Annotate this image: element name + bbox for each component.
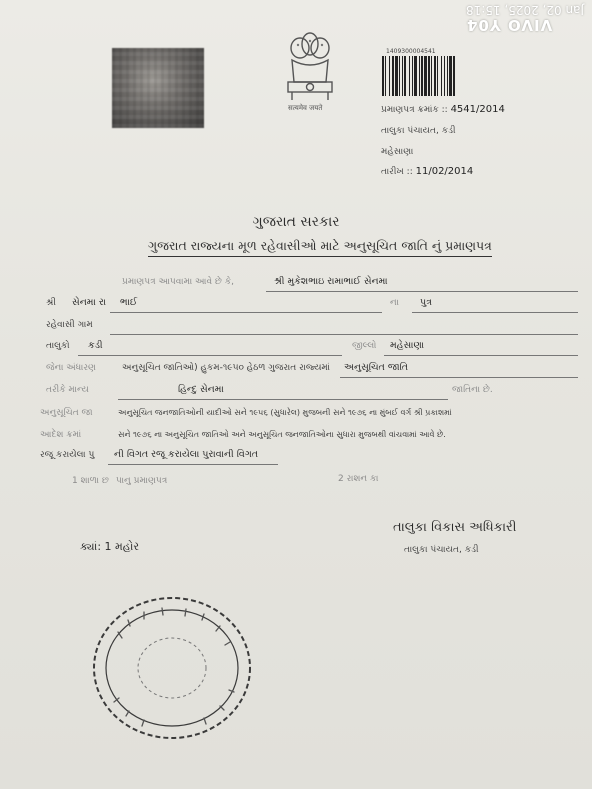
taluka-line (78, 355, 342, 356)
religion-caste: હિન્દુ સેનમા (178, 384, 224, 395)
government-heading: ગુજરાત સરકાર (252, 214, 340, 230)
list-label: અનુસૂચિત જા (40, 408, 93, 418)
certificate-date-row (381, 166, 473, 177)
applicant-name: શ્રી મુકેશભાઇ રામાભાઈ સેનમા (274, 276, 388, 287)
taluka-value: કડી (88, 340, 103, 351)
resident-line (110, 334, 578, 335)
son-label: ના (390, 298, 399, 308)
caste-category-line (340, 377, 578, 378)
father-name-second: ભાઈ (120, 297, 138, 308)
camera-watermark (466, 2, 584, 33)
certificate-date-label: તારીખ :: (381, 167, 413, 177)
signatory-office: તાલુકા પંચાયત, કડી (404, 545, 479, 555)
documents-value: ની વિગત રજૂ કરાયેલા પુરાવાની વિગત (114, 449, 259, 460)
signatory-title: તાલુકા વિકાસ અધિકારી (393, 520, 517, 535)
enclosure-1: 1 શાળા છ (72, 476, 109, 486)
national-emblem-icon (278, 30, 342, 112)
watermark-brand: VIVO Y04 (466, 16, 553, 35)
order-text: અનુસૂચિત જાતિઓ) હુકમ-૧૯૫૦ હેઠળ ગુજરાત રાજ્યમાં (122, 363, 330, 373)
enclosure-1-text: પાનુ પ્રમાણપત્ર (116, 476, 168, 486)
father-name: સેનમા રા (72, 297, 107, 308)
barcode (381, 56, 491, 96)
certificate-date: 11/02/2014 (415, 166, 474, 177)
act-label: આદેશ ક્રમાં (40, 430, 82, 440)
certificate-office: તાલુકા પંચાયત, કડી (381, 126, 456, 136)
taluka-label: તાલુકો (46, 341, 70, 351)
recognized-label: તરીકે માન્ય (46, 385, 89, 395)
certificate-number: 4541/2014 (450, 104, 505, 115)
district-value: મહેસાણા (390, 340, 425, 351)
religion-line (118, 399, 448, 400)
emblem-caption: सत्यमेव जयते (288, 104, 323, 112)
place-row (80, 540, 139, 554)
documents-label: રજૂ કરાયેલા પુ (40, 450, 95, 460)
watermark-datetime: Jan 02, 2025, 15:18 (466, 2, 584, 17)
enclosure-2: 2 રાશન કા (338, 474, 379, 484)
place-label: ક્યાં: (80, 540, 102, 553)
order-label: જેના અંધારણ (46, 363, 96, 373)
district-label: જીલ્લો (352, 341, 377, 351)
barcode-number: 1409300004541 (386, 48, 436, 55)
certificate-title: ગુજરાત રાજ્યના મૂળ રહેવાસીઓ માટે અનુસૂચિત જાતિ નું પ્રમાણપત્ર (148, 238, 492, 257)
intro-text: પ્રમાણપત્ર આપવામા આવે છે કે, (122, 277, 234, 287)
list-text: અનુસૂચિત જનજાતિઓની યાદીઓ સને ૧૯૫૬ (સુધારેલ) મુજબની સને ૧૯૭૬ ના મુંબઈ વર્ગ શ્રી પ્રકાશમાં (118, 408, 452, 417)
caste-suffix: જાતિના છે. (452, 385, 493, 395)
son-line (412, 312, 578, 313)
certificate-number-label: પ્રમાણપત્ર ક્રમાંક :: (381, 105, 448, 115)
father-name-line (110, 312, 382, 313)
certificate-number-row (381, 104, 505, 115)
act-text: સને ૧૯૭૬ ના અનુસૂચિત જાતિઓ અને અનુસૂચિત જનજાતિઓના સુધારા મુજબથી વાંચવામાં આવે છે. (118, 430, 446, 439)
official-seal-stamp (88, 592, 256, 744)
place-value: 1 મહોર (104, 540, 140, 553)
district-line (384, 355, 578, 356)
documents-line (108, 464, 278, 465)
certificate-district: મહેસાણા (381, 147, 414, 157)
applicant-name-line (266, 291, 578, 292)
caste-category: અનુસૂચિત જાતિ (344, 362, 409, 373)
applicant-photo (112, 48, 204, 128)
son-value: પુત્ર (420, 297, 433, 308)
resident-label: રહેવાસી ગામ (46, 320, 93, 330)
shri-label: શ્રી (46, 298, 56, 308)
